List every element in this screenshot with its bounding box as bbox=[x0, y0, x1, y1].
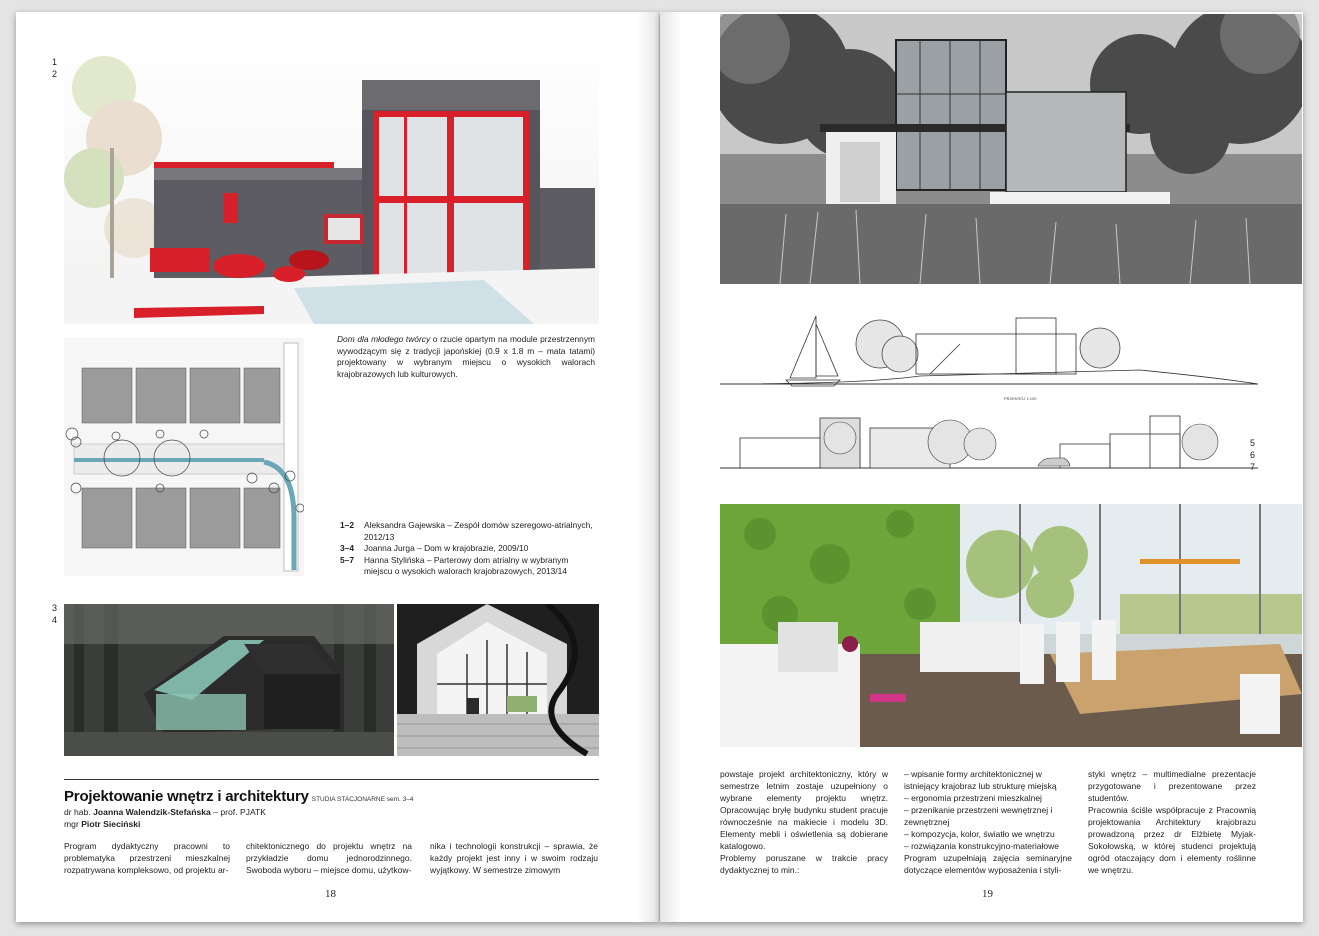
credit-text: Aleksandra Gajewska – Zespół domów szeregowo-atrialnych, 2012/13 bbox=[364, 520, 593, 542]
body-column bbox=[1088, 768, 1256, 876]
body-column bbox=[64, 840, 230, 876]
body-paragraph: nika i technologii konstrukcji – sprawia, że każdy projekt jest inny i w swoim rodzaju wyjątkowy. W semestrze zimowym bbox=[430, 841, 598, 875]
section-drawing-image bbox=[720, 298, 1258, 402]
forest-house-render-image bbox=[64, 604, 394, 756]
elevation-drawing-image bbox=[720, 408, 1258, 472]
author-suffix: – prof. PJATK bbox=[213, 807, 267, 817]
credit-number: 3–4 bbox=[340, 543, 354, 554]
body-paragraph: Pracownia ściśle współpracuje z Pracownią projektowania Architektury krajobrazu prowadzoną przez dr Elżbietę Myjak-Sokołowską, w której studenci projektują ogród otaczający dom i elementy roślinne we wnętrzu. bbox=[1088, 805, 1256, 875]
author-prefix: dr hab. bbox=[64, 807, 91, 817]
article-subtitle: STUDIA STACJONARNE sem. 3–4 bbox=[311, 796, 414, 803]
author-line bbox=[64, 819, 266, 831]
figure-credits bbox=[340, 520, 598, 578]
page-number: 19 bbox=[982, 888, 993, 900]
list-item: – ergonomia przestrzeni mieszkalnej bbox=[904, 793, 1042, 803]
article-title: Projektowanie wnętrz i architektury bbox=[64, 788, 309, 805]
interior-color-render-image bbox=[720, 504, 1302, 747]
list-item: – wpisanie formy architektonicznej w istniejący krajobraz lub strukturę miejską bbox=[904, 769, 1057, 791]
author-line bbox=[64, 807, 266, 819]
red-house-render-image bbox=[64, 28, 599, 324]
gutter-shadow bbox=[660, 12, 682, 922]
body-paragraph: Problemy poruszane w trakcie pracy dydaktycznej to min.: bbox=[720, 853, 888, 875]
figure-number: 5 bbox=[1250, 438, 1256, 448]
body-paragraph: styki wnętrz – multimedialne prezentacje przygotowane i prezentowane przez studentów. bbox=[1088, 769, 1256, 803]
list-item: – rozwiązania konstrukcyjno-materiałowe bbox=[904, 841, 1059, 851]
figure-number: 2 bbox=[52, 69, 58, 79]
body-paragraph: Program dydaktyczny pracowni to problematyka przestrzeni mieszkalnej rozpatrywana kompleksowo, od projektu ar- bbox=[64, 841, 230, 875]
caption-text: o rzucie opartym na module przestrzennym wywodzącym się z tradycji japońskiej (0.9 x 1.8 m – mata tatami) projektowany w wybranym miejscu o wysokich walorach krajobrazowych lub kulturowych. bbox=[337, 334, 595, 379]
figure-number: 1 bbox=[52, 57, 58, 67]
figure-caption bbox=[337, 334, 595, 380]
list-item: – przenikanie przestrzeni wewnętrznej i zewnętrznej bbox=[904, 805, 1053, 827]
credit-text: Hanna Stylińska – Parterowy dom atrialny w wybranym miejscu o wysokich walorach krajobrazowych, 2013/14 bbox=[364, 554, 569, 577]
credit-row bbox=[340, 543, 598, 555]
drawing-scale-label: PRZEKRÓJ 1:100 bbox=[1004, 396, 1037, 401]
figure-number: 3 bbox=[52, 603, 58, 613]
author-name: Piotr Sieciński bbox=[81, 818, 141, 829]
caption-title: Dom dla młodego twórcy bbox=[337, 334, 431, 344]
interior-bw-render-image bbox=[397, 604, 599, 756]
credit-text: Joanna Jurga – Dom w krajobrazie, 2009/10 bbox=[364, 543, 529, 554]
author-prefix: mgr bbox=[64, 818, 79, 829]
body-column bbox=[430, 840, 598, 876]
credit-number: 1–2 bbox=[340, 520, 354, 530]
left-page bbox=[16, 12, 659, 922]
credit-number: 5–7 bbox=[340, 554, 354, 565]
body-column bbox=[246, 840, 412, 876]
article-title-row bbox=[64, 788, 414, 806]
figure-number: 4 bbox=[52, 615, 58, 625]
body-paragraph: Program uzupełniają zajęcia seminaryjne dotyczące elementów wyposażenia i styli- bbox=[904, 853, 1072, 875]
credit-row bbox=[340, 520, 598, 543]
site-plan-image bbox=[64, 338, 304, 576]
figure-number: 7 bbox=[1250, 462, 1256, 472]
body-column bbox=[720, 768, 888, 876]
right-page bbox=[660, 12, 1303, 922]
credit-row bbox=[340, 555, 598, 578]
body-paragraph: chitektonicznego do projektu wnętrz na przykładzie domu jednorodzinnego. Swoboda wyboru – miejsce domu, użytkow- bbox=[246, 841, 412, 875]
gutter-shadow bbox=[637, 12, 659, 922]
list-item: – kompozycja, kolor, światło we wnętrzu bbox=[904, 829, 1055, 839]
page-number: 18 bbox=[325, 888, 336, 900]
author-name: Joanna Walendzik-Stefańska bbox=[93, 807, 211, 817]
glass-house-bw-render-image bbox=[720, 14, 1302, 284]
title-rule bbox=[64, 779, 599, 780]
authors bbox=[64, 807, 266, 830]
body-column bbox=[904, 768, 1072, 876]
figure-number: 6 bbox=[1250, 450, 1256, 460]
body-paragraph: powstaje projekt architektoniczny, który w semestrze letnim zostaje uzupełniony o wybrane elementy projektu wnętrz. Opracowując bryłę budynku student pracuje równocześnie na makiecie i modelu 3D. Elementy mebli i oświetlenia są dobierane katalogowo. bbox=[720, 769, 888, 851]
